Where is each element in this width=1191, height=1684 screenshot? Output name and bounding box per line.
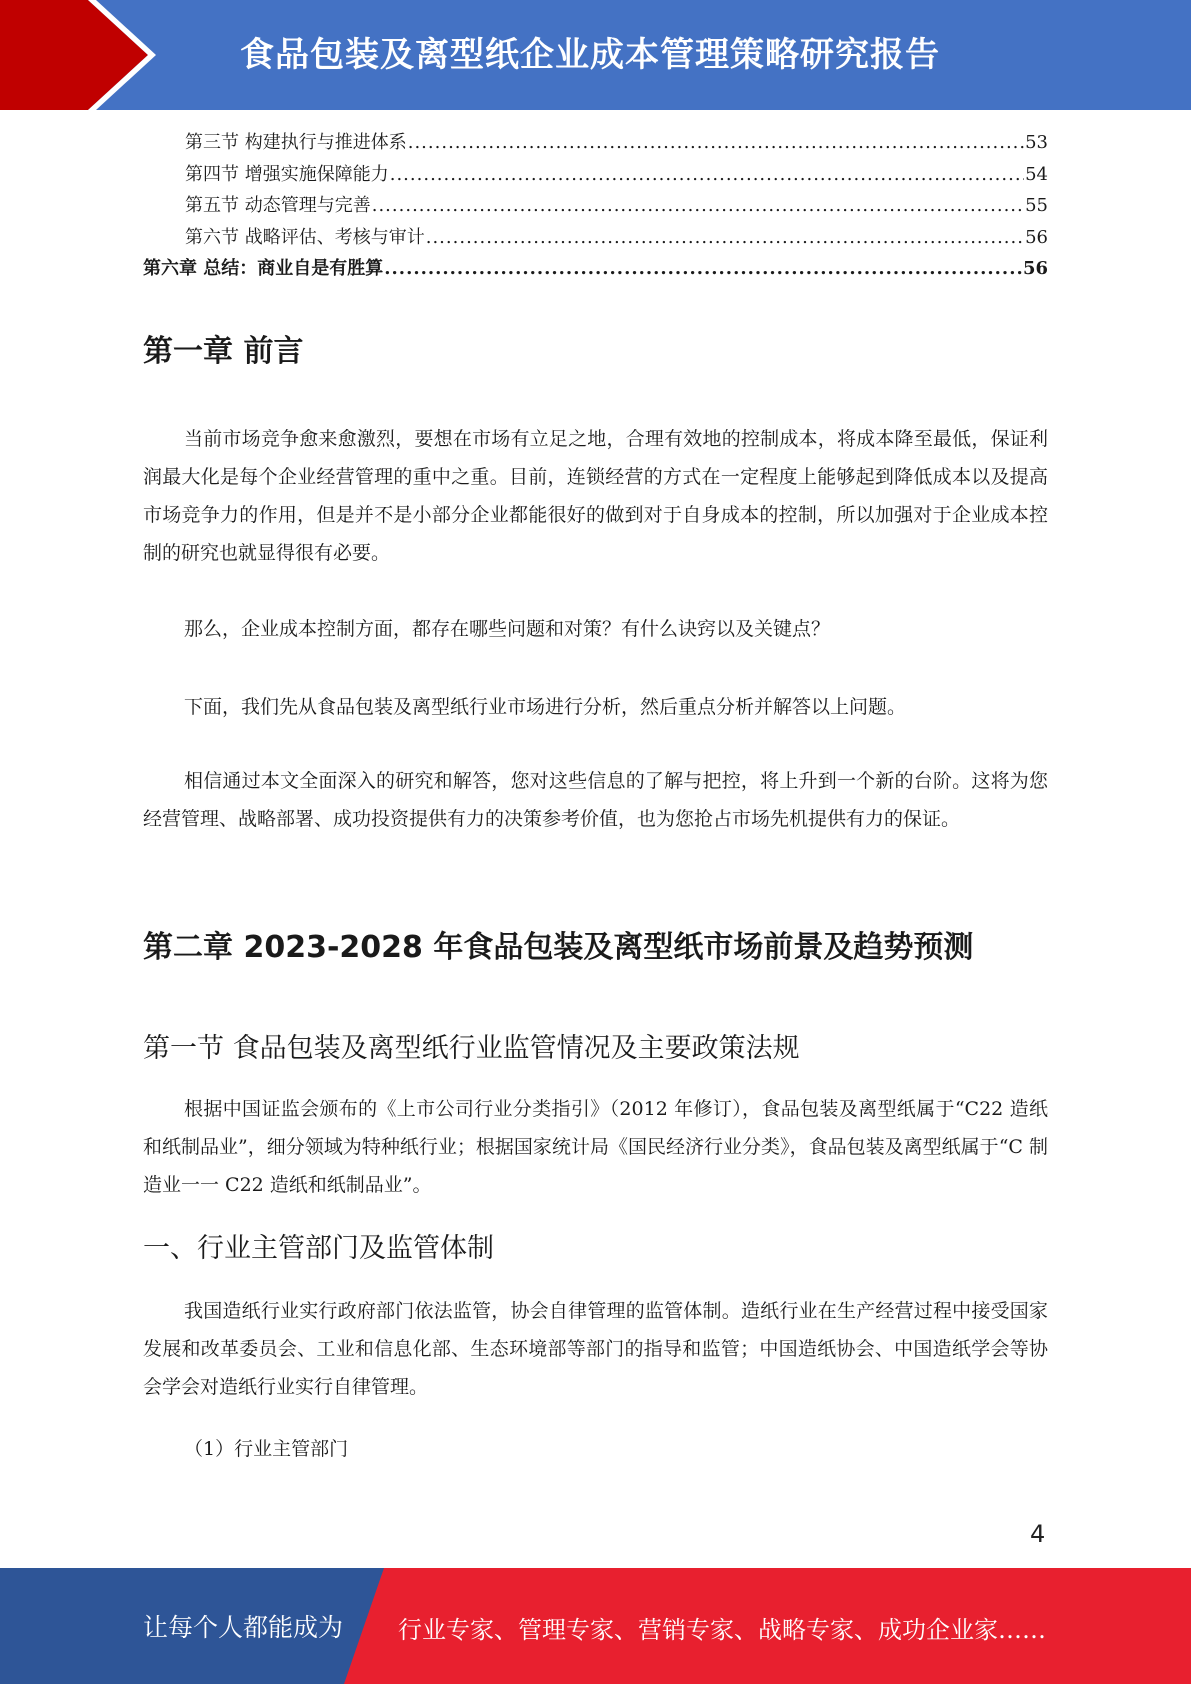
toc-leader-dots	[390, 164, 1024, 185]
toc-leader-dots	[384, 258, 1022, 279]
toc-item-label: 第六节 战略评估、考核与审计	[185, 226, 425, 248]
footer-slogan-left: 让每个人都能成为	[143, 1613, 344, 1642]
toc-leader-dots	[408, 132, 1024, 153]
toc-item-page: 56	[1025, 226, 1048, 248]
toc-chapter-item[interactable]	[143, 254, 1048, 286]
chapter-1-heading: 第一章 前言	[143, 334, 304, 369]
chapter-1-paragraph: 下面，我们先从食品包装及离型纸行业市场进行分析，然后重点分析并解答以上问题。	[184, 696, 907, 718]
toc-leader-dots	[426, 227, 1024, 248]
subsection-1-paragraph: 我国造纸行业实行政府部门依法监管，协会自律管理的监管体制。造纸行业在生产经营过程中接受国家发展和改革委员会、工业和信息化部、生态环境部等部门的指导和监管；中国造纸协会、中国造纸学会等协会学会对造纸行业实行自律管理。	[143, 1300, 1048, 1398]
page-footer	[0, 1568, 1191, 1684]
chapter-2-heading: 第二章 2023-2028 年食品包装及离型纸市场前景及趋势预测	[143, 930, 974, 965]
toc-item-page: 56	[1022, 258, 1048, 279]
toc-item-page: 54	[1025, 163, 1048, 185]
chapter-1-paragraph: 那么，企业成本控制方面，都存在哪些问题和对策？有什么诀窍以及关键点？	[184, 618, 831, 640]
toc-leader-dots	[372, 195, 1024, 216]
chapter-1-paragraph: 相信通过本文全面深入的研究和解答，您对这些信息的了解与把控，将上升到一个新的台阶。这将为您经营管理、战略部署、成功投资提供有力的决策参考价值，也为您抢占市场先机提供有力的保证。	[143, 770, 1048, 830]
section-1-paragraph: 根据中国证监会颁布的《上市公司行业分类指引》（2012 年修订），食品包装及离型纸属于“C22 造纸和纸制品业”，细分领域为特种纸行业；根据国家统计局《国民经济行业分类》，食品包装及离型纸属于“C 制造业一一 C22 造纸和纸制品业”。	[143, 1098, 1048, 1196]
chapter-1-paragraph: 当前市场竞争愈来愈激烈，要想在市场有立足之地，合理有效地的控制成本，将成本降至最低，保证利润最大化是每个企业经营管理的重中之重。目前，连锁经营的方式在一定程度上能够起到降低成本以及提高市场竞争力的作用，但是并不是小部分企业都能很好的做到对于自身成本的控制，所以加强对于企业成本控制的研究也就显得很有必要。	[143, 428, 1048, 564]
toc-item-label: 第五节 动态管理与完善	[185, 195, 371, 216]
page-header	[0, 0, 1191, 110]
page-number: 4	[1030, 1520, 1046, 1548]
footer-slogan-right: 行业专家、管理专家、营销专家、战略专家、成功企业家……	[398, 1616, 1046, 1644]
toc-item-label: 第六章 总结：商业自是有胜算	[143, 258, 384, 279]
toc-item[interactable]	[143, 223, 1048, 255]
header-chevron-decoration	[0, 0, 170, 110]
report-title: 食品包装及离型纸企业成本管理策略研究报告	[240, 35, 940, 75]
toc-item-page: 55	[1025, 195, 1048, 216]
toc-item[interactable]	[143, 128, 1048, 160]
toc-item[interactable]	[143, 160, 1048, 192]
toc-item[interactable]	[143, 191, 1048, 223]
toc-item-page: 53	[1025, 132, 1048, 153]
toc-item-label: 第四节 增强实施保障能力	[185, 163, 389, 185]
section-1-heading: 第一节 食品包装及离型纸行业监管情况及主要政策法规	[143, 1033, 800, 1064]
table-of-contents	[143, 128, 1048, 286]
toc-item-label: 第三节 构建执行与推进体系	[185, 132, 407, 153]
subsection-1-heading: 一、行业主管部门及监管体制	[143, 1233, 494, 1264]
list-item-label: （1）行业主管部门	[184, 1438, 349, 1460]
